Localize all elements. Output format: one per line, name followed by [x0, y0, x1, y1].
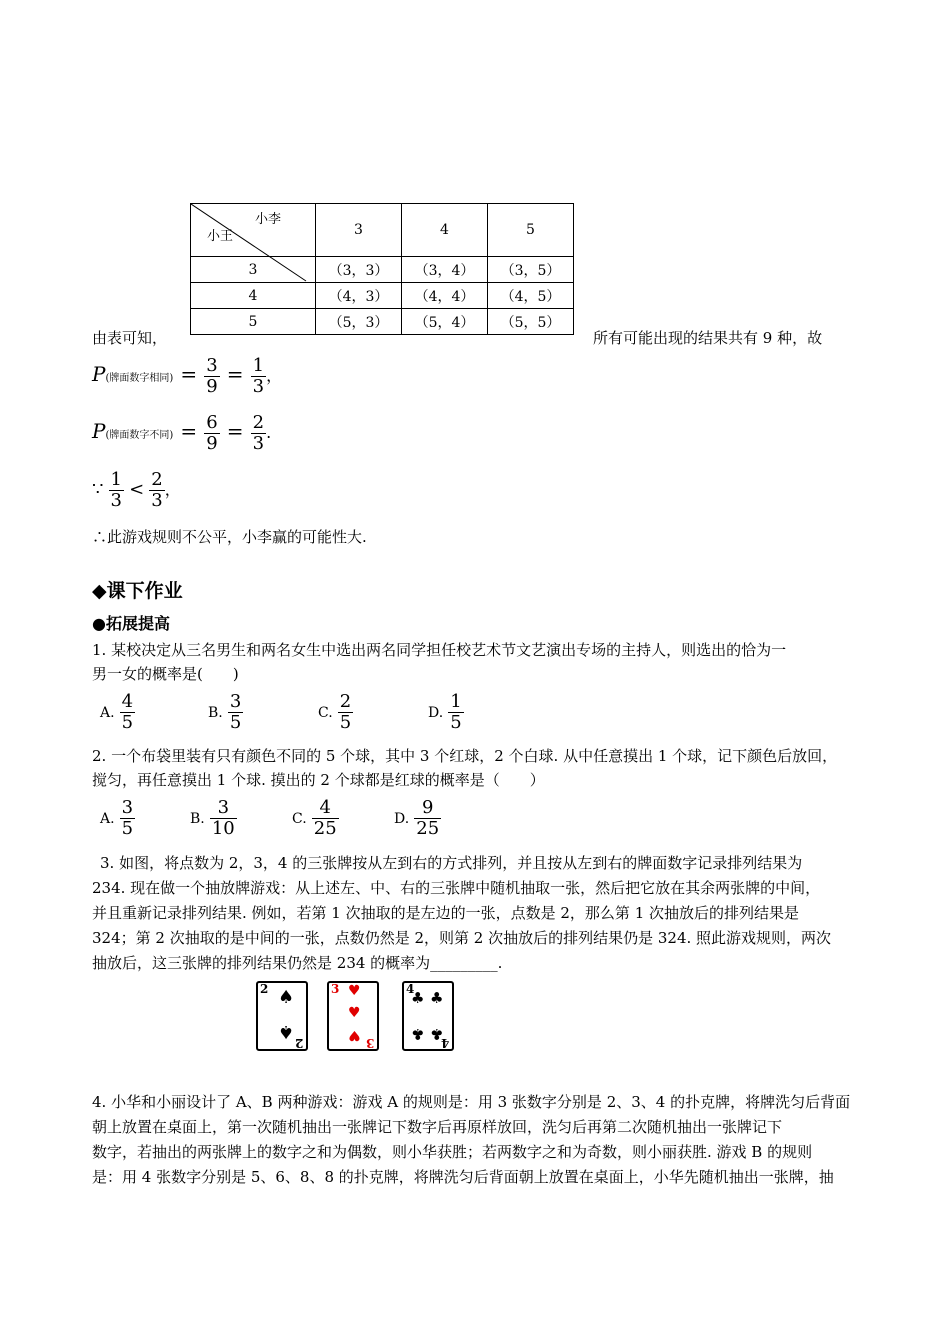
because-symbol: ∵: [92, 479, 104, 500]
fraction: $\frac{1}{3}$: [110, 469, 122, 511]
table-cell: （3，3）: [316, 257, 402, 283]
club-icon: ♣: [411, 1025, 425, 1043]
q1-line: 男一女的概率是( ): [92, 665, 239, 683]
option-d[interactable]: D. $\frac{9}{25}$: [394, 797, 440, 839]
table-cell: （3，4）: [402, 257, 488, 283]
diagonal-line: [191, 204, 315, 309]
p-symbol: P: [92, 419, 106, 443]
header-left-label: 小王: [207, 229, 234, 244]
q4-line: 数字，若抽出的两张牌上的数字之和为偶数，则小华获胜；若两数字之和为奇数，则小丽获胜. 游戏 B 的规则: [92, 1143, 813, 1161]
playing-card-4-clubs: 4 ♣ ♣ ♣ ♣ 4: [402, 981, 454, 1051]
p-symbol: P: [92, 362, 106, 386]
option-b[interactable]: B. $\frac{3}{10}$: [190, 797, 235, 839]
fraction: $\frac{6}{9}$: [206, 412, 218, 454]
fraction: $\frac{2}{3}$: [252, 412, 265, 454]
result-table: [190, 203, 574, 335]
club-icon: ♣: [430, 989, 444, 1007]
table-cell: （4，3）: [316, 283, 402, 309]
table-cell: （5，5）: [488, 309, 574, 335]
p-subscript: (牌面数字相同): [105, 373, 174, 384]
table-cell: （4，5）: [488, 283, 574, 309]
probability-different: P(牌面数字不同) = $\frac{6}{9}$ = $\frac{2}{3}$ .: [92, 412, 272, 454]
q1-options: [100, 692, 500, 742]
option-c[interactable]: C. $\frac{2}{5}$: [318, 691, 352, 733]
col-header: 5: [488, 204, 574, 257]
q2-line: 2. 一个布袋里装有只有颜色不同的 5 个球，其中 3 个红球，2 个白球. 从中任意摸出 1 个球，记下颜色后放回，: [92, 747, 838, 765]
because-line: ∵ $\frac{1}{3}$ < $\frac{2}{3}$ ，: [92, 469, 181, 511]
option-c[interactable]: C. $\frac{4}{25}$: [292, 797, 337, 839]
intro-left: 由表可知，: [92, 329, 168, 347]
q3-line: 并且重新记录排列结果. 例如，若第 1 次抽取的是左边的一张，点数是 2，那么第 1 次抽放后的排列结果是: [92, 904, 800, 922]
spade-icon: ♠: [278, 1021, 295, 1042]
fraction: $\frac{2}{3}$: [151, 469, 163, 511]
col-header: 4: [402, 204, 488, 257]
playing-card-3-hearts: 3 ♥ ♥ ♥ 3: [327, 981, 379, 1051]
option-d[interactable]: D. $\frac{1}{5}$: [428, 691, 462, 733]
row-header: 3: [191, 257, 316, 283]
result-grid: [190, 203, 574, 335]
fraction: $\frac{3}{9}$: [206, 355, 218, 397]
conclusion: ∴此游戏规则不公平，小李赢的可能性大.: [92, 528, 367, 546]
diagonal-header-cell: [191, 204, 316, 257]
q3-line: 324；第 2 次抽取的是中间的一张，点数仍然是 2，则第 2 次抽放后的排列结果仍是 324. 照此游戏规则，两次: [92, 929, 832, 947]
q1-line: 1. 某校决定从三名男生和两名女生中选出两名同学担任校艺术节文艺演出专场的主持人，则选出的恰为一: [92, 641, 787, 659]
fraction: $\frac{1}{3}$: [252, 355, 265, 397]
club-icon: ♣: [411, 989, 425, 1007]
q4-line: 是：用 4 张数字分别是 5、6、8、8 的扑克牌，将牌洗匀后背面朝上放置在桌面上，小华先随机抽出一张牌，抽: [92, 1168, 834, 1186]
heart-icon: ♥: [348, 1027, 361, 1043]
heart-icon: ♥: [348, 1005, 361, 1021]
option-a[interactable]: A. $\frac{3}{5}$: [100, 797, 134, 839]
option-b[interactable]: B. $\frac{3}{5}$: [208, 691, 242, 733]
col-header: 3: [316, 204, 402, 257]
spade-icon: ♠: [278, 987, 295, 1008]
row-header: 4: [191, 283, 316, 309]
playing-card-2-spades: 2 ♠ ♠ 2: [256, 981, 308, 1051]
q3-line: 3. 如图，将点数为 2，3，4 的三张牌按从左到右的方式排列，并且按从左到右的牌面数字记录排列结果为: [100, 854, 803, 872]
row-header: 5: [191, 309, 316, 335]
table-cell: （3，5）: [488, 257, 574, 283]
table-cell: （5，3）: [316, 309, 402, 335]
section-title: ◆课下作业: [92, 580, 183, 602]
intro-right: 所有可能出现的结果共有 9 种，故: [593, 329, 823, 347]
table-cell: （5，4）: [402, 309, 488, 335]
club-icon: ♣: [430, 1025, 444, 1043]
q2-line: 搅匀，再任意摸出 1 个球. 摸出的 2 个球都是红球的概率是（ ）: [92, 771, 545, 789]
subsection-title: ●拓展提高: [92, 614, 170, 633]
q4-line: 朝上放置在桌面上，第一次随机抽出一张牌记下数字后再原样放回，洗匀后再第二次随机抽出一张牌记下: [92, 1118, 783, 1136]
heart-icon: ♥: [348, 983, 361, 999]
q4-line: 4. 小华和小丽设计了 A、B 两种游戏：游戏 A 的规则是：用 3 张数字分别是 2、3、4 的扑克牌，将牌洗匀后背面: [92, 1093, 851, 1111]
q3-line: 抽放后，这三张牌的排列结果仍然是 234 的概率为_________.: [92, 954, 503, 972]
probability-same: P(牌面数字相同) = $\frac{3}{9}$ = $\frac{1}{3}$ ，: [92, 355, 283, 397]
header-top-label: 小李: [255, 212, 282, 227]
q3-line: 234. 现在做一个抽放牌游戏：从上述左、中、右的三张牌中随机抽取一张，然后把它放在其余两张牌的中间，: [92, 879, 821, 897]
q2-options: [100, 798, 500, 848]
option-a[interactable]: A. $\frac{4}{5}$: [100, 691, 134, 733]
table-cell: （4，4）: [402, 283, 488, 309]
p-subscript: (牌面数字不同): [105, 430, 174, 441]
